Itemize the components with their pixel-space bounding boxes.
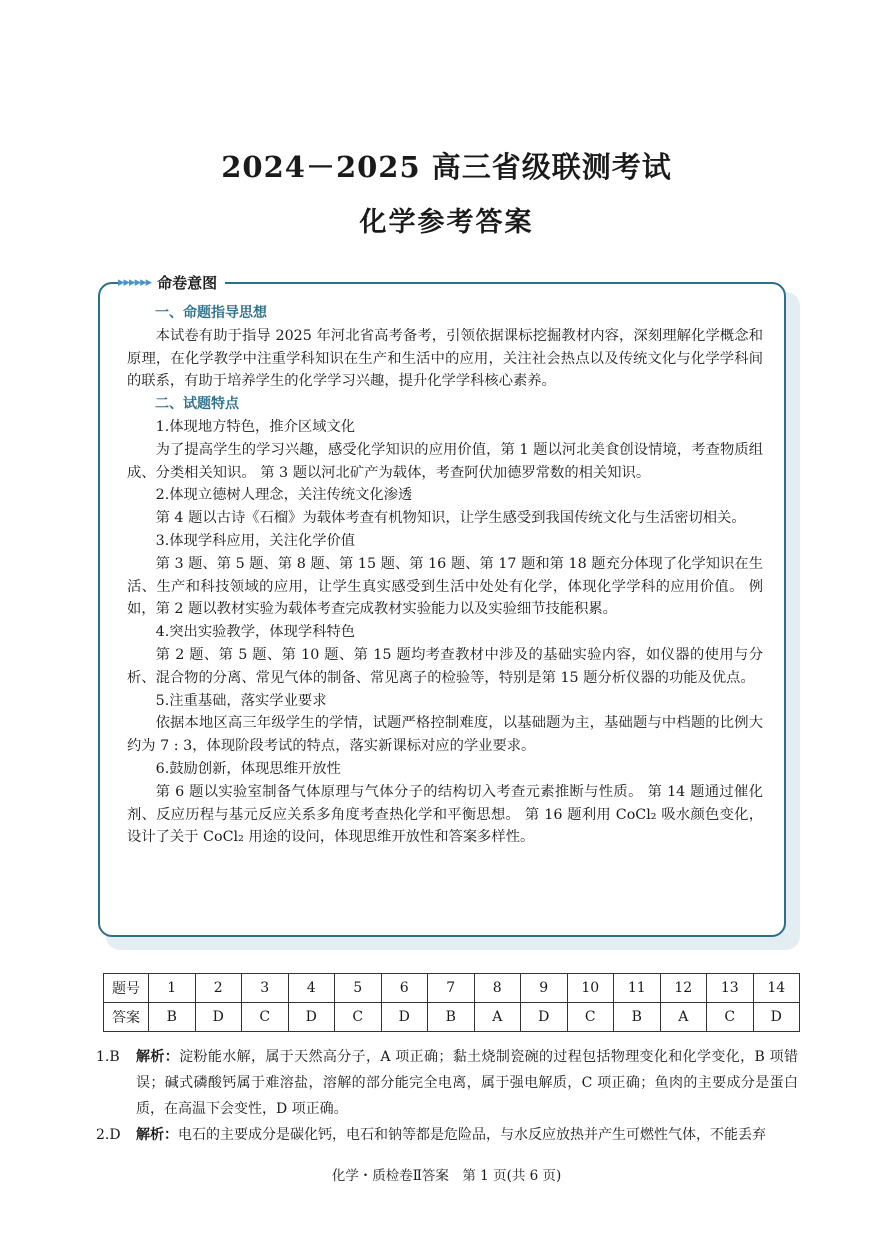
question-number-cell: 5 — [335, 974, 382, 1003]
answer-cell: C — [242, 1003, 289, 1032]
feature-text: 第 4 题以古诗《石榴》为载体考查有机物知识，让学生感受到我国传统文化与生活密切相关。 — [155, 510, 746, 527]
question-number-cell: 7 — [428, 974, 475, 1003]
question-number-cell: 6 — [381, 974, 428, 1003]
answer-cell: A — [660, 1003, 707, 1032]
question-number-cell: 12 — [660, 974, 707, 1003]
question-number-cell: 10 — [567, 974, 614, 1003]
feature-text: 第 6 题以实验室制备气体原理与气体分子的结构切入考查元素推断与性质。 第 14 题通过催化剂、反应历程与基元反应关系多角度考查热化学和平衡思想。 第 16 题利用 CoCl₂ 吸水颜色变化，设计了关于 CoCl₂ 用途的设问，体现思维开放性和答案多样性。 — [127, 783, 763, 846]
question-number-cell: 8 — [474, 974, 521, 1003]
question-number-cell: 3 — [242, 974, 289, 1003]
intent-content — [127, 302, 763, 849]
answer-cell: D — [195, 1003, 242, 1032]
solutions — [96, 1044, 798, 1148]
feature-heading: 5.注重基础，落实学业要求 — [155, 692, 327, 709]
feature-text: 第 3 题、第 5 题、第 8 题、第 15 题、第 16 题、第 17 题和第 18 题充分体现了化学知识在生活、生产和科技领域的应用，让学生真实感受到生活中处处有化学，体现化学学科的应用价值。 例如，第 2 题以教材实验为载体考查完成教材实验能力以及实验细节技能积累。 — [127, 555, 763, 618]
feature-heading: 3.体现学科应用，关注化学价值 — [155, 532, 356, 549]
feature-heading: 6.鼓励创新，体现思维开放性 — [155, 760, 341, 777]
answer-cell: A — [474, 1003, 521, 1032]
feature-heading: 2.体现立德树人理念，关注传统文化渗透 — [155, 487, 413, 504]
answer-table — [103, 973, 800, 1032]
solution-text — [136, 1044, 798, 1122]
feature-heading: 4.突出实验教学，体现学科特色 — [155, 624, 356, 641]
solution-number: 1.B — [96, 1049, 120, 1065]
solution-number: 2.D — [96, 1127, 121, 1143]
question-number-cell: 1 — [149, 974, 196, 1003]
solution-tag: 解析： — [136, 1049, 180, 1065]
section-1-title: 一、命题指导思想 — [155, 305, 267, 321]
answer-label: 答案 — [104, 1003, 149, 1032]
solution-tag: 解析： — [136, 1127, 178, 1143]
solution-item — [96, 1044, 798, 1122]
question-number-cell: 13 — [707, 974, 754, 1003]
question-number-row — [104, 974, 800, 1003]
section-1-text: 本试卷有助于指导 2025 年河北省高考备考，引领依据课标挖掘教材内容，深刻理解化学概念和原理，在化学教学中注重学科知识在生产和生活中的应用，关注社会热点以及传统文化与化学学科间的联系，有助于培养学生的化学学习兴趣，提升化学学科核心素养。 — [127, 327, 763, 390]
answer-cell: D — [288, 1003, 335, 1032]
solution-item — [96, 1122, 798, 1148]
question-number-cell: 9 — [521, 974, 568, 1003]
page-footer: 化学・质检卷Ⅱ答案 第 1 页(共 6 页) — [331, 1168, 562, 1184]
exam-title: 2024－2025 高三省级联测考试 — [221, 150, 672, 184]
answer-cell: B — [428, 1003, 475, 1032]
question-number-cell: 2 — [195, 974, 242, 1003]
feature-text: 为了提高学生的学习兴趣，感受化学知识的应用价值，第 1 题以河北美食创设情境，考查物质组成、分类相关知识。 第 3 题以河北矿产为载体，考查阿伏加德罗常数的相关知识。 — [127, 441, 763, 481]
answer-cell: C — [567, 1003, 614, 1032]
intent-box-header — [118, 271, 225, 293]
answer-cell: C — [335, 1003, 382, 1032]
feature-text: 第 2 题、第 5 题、第 10 题、第 15 题均考查教材中涉及的基础实验内容，如仪器的使用与分析、混合物的分离、常见气体的制备、常见离子的检验等，特别是第 15 题分析仪器的功能及优点。 — [127, 646, 763, 686]
question-number-cell: 11 — [614, 974, 661, 1003]
answer-title: 化学参考答案 — [359, 207, 534, 238]
answer-cell: D — [521, 1003, 568, 1032]
question-number-label: 题号 — [104, 974, 149, 1003]
intent-box-title: 命卷意图 — [157, 273, 218, 292]
answer-cell: D — [753, 1003, 800, 1032]
answer-row — [104, 1003, 800, 1032]
arrow-decoration-icon: ▸▸▸▸▸▸ — [118, 274, 152, 290]
answer-cell: D — [381, 1003, 428, 1032]
solution-body: 电石的主要成分是碳化钙，电石和钠等都是危险品，与水反应放热并产生可燃性气体，不能丢弃 — [178, 1127, 766, 1143]
question-number-cell: 4 — [288, 974, 335, 1003]
question-number-cell: 14 — [753, 974, 800, 1003]
section-2-title: 二、试题特点 — [155, 396, 239, 413]
feature-text: 依据本地区高三年级学生的学情，试题严格控制难度，以基础题为主，基础题与中档题的比例大约为 7 : 3，体现阶段考试的特点，落实新课标对应的学业要求。 — [127, 715, 763, 755]
answer-cell: B — [149, 1003, 196, 1032]
solution-body: 淀粉能水解，属于天然高分子，A 项正确；黏土烧制瓷碗的过程包括物理变化和化学变化，B 项错误；碱式磷酸钙属于难溶盐，溶解的部分能完全电离，属于强电解质，C 项正确；鱼肉的主要成分是蛋白质，在高温下会变性，D 项正确。 — [136, 1049, 799, 1117]
answer-cell: C — [707, 1003, 754, 1032]
answer-cell: B — [614, 1003, 661, 1032]
feature-heading: 1.体现地方特色，推介区域文化 — [155, 418, 356, 435]
solution-text — [136, 1122, 798, 1148]
